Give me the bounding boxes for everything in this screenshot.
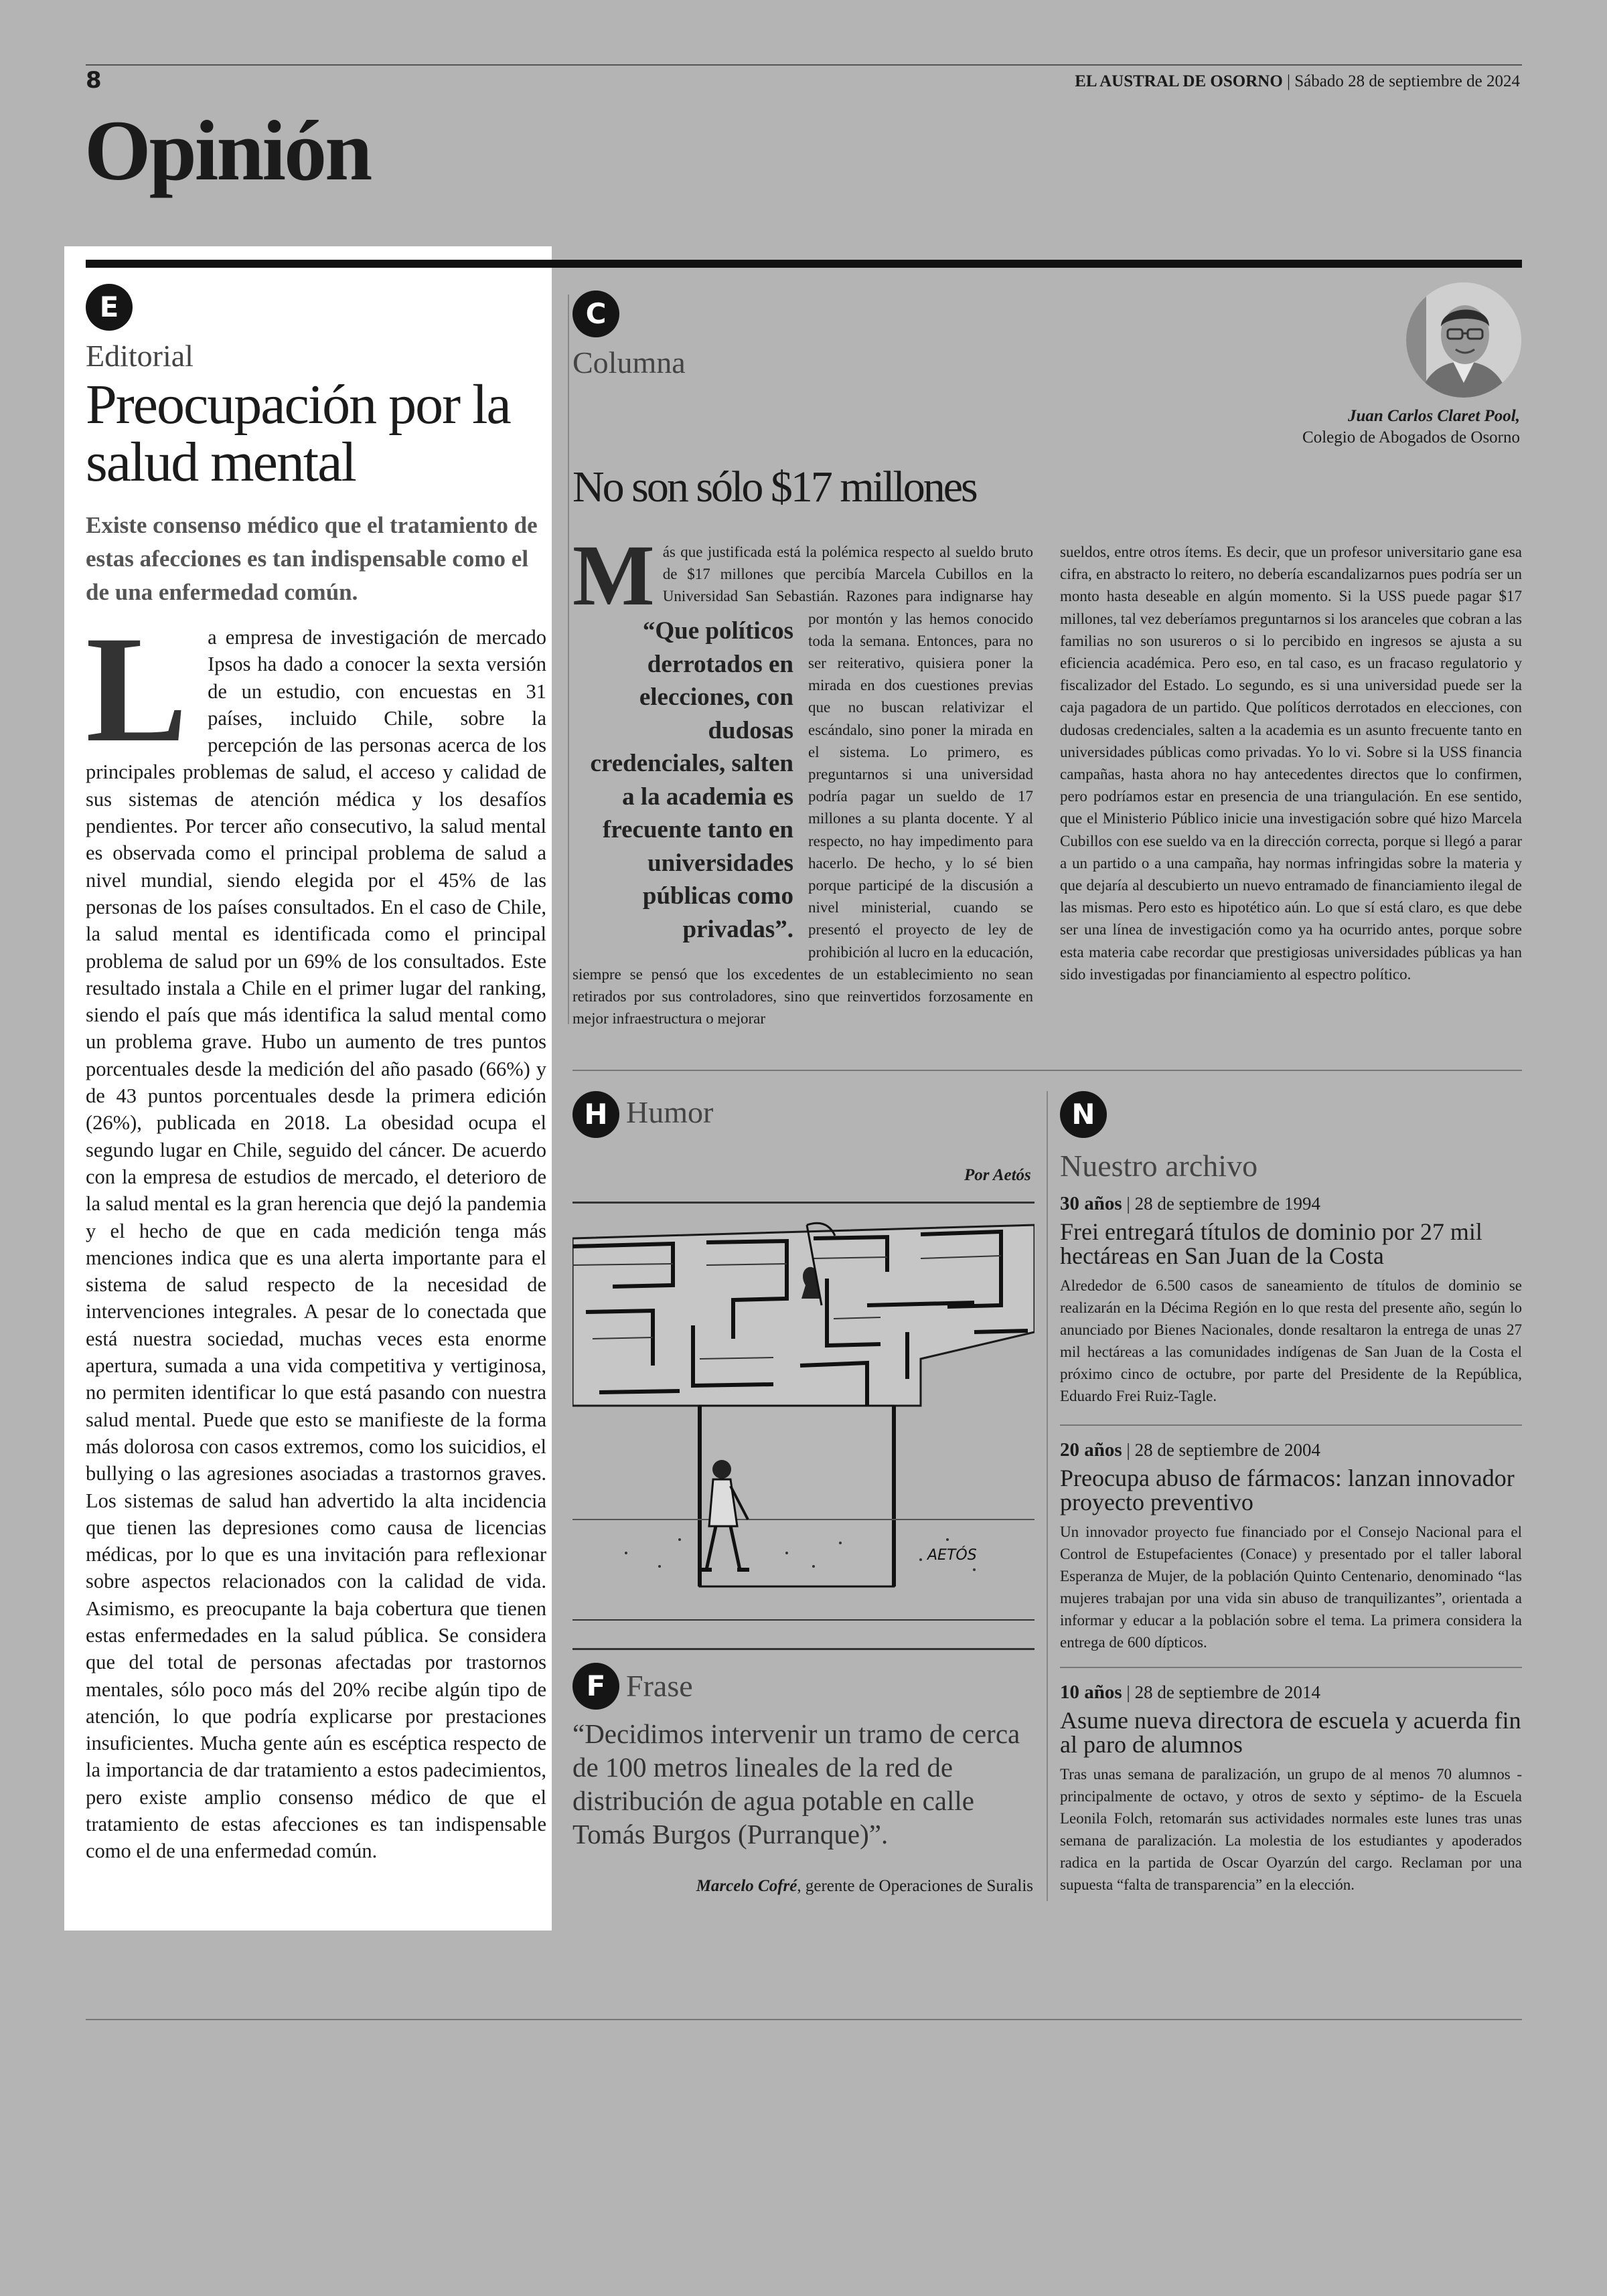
columna-title: No son sólo $17 millones (572, 463, 976, 511)
humor-rule-bottom (572, 1648, 1035, 1650)
editorial-badge: E (86, 284, 133, 331)
editorial-body (86, 605, 546, 1865)
frase-badge: F (572, 1663, 619, 1710)
archivo-item-2-head: 20 años | 28 de septiembre de 2004 (1060, 1439, 1321, 1461)
archivo-item-2-body: Un innovador proyecto fue financiado por el Consejo Nacional para el Control de Estupefacientes (Conace) y presentado por el taller laboral Esperanza de Mujer, de la población Quinto Centenario, denominado “las mujeres trabajan por una vida sin abuso de tranquilizantes”, orientada a informar y educar a la población sobre el tema. La primera considera la entrega de 600 dípticos. (1060, 1524, 1522, 1651)
columna-body-left-text: ás que justificada está la polémica respecto al sueldo bruto de $17 millones que percibía Marcela Cubillos en la Universidad San Sebastián. Razones para indignarse hay por montón y las hemos conocido toda la semana. Entonces, para no ser reiterativo, quisiera poner la mirada en dos cuestiones previas que no buscan relativizar el escándalo, sino poner la mirada en el sistema. Lo primero, es preguntarnos si una universidad podría pagar un sueldo de 17 millones a su planta docente. Y al respecto, no hay impedimento para hacerlo. De hecho, y lo sé bien porque participé de la discusión a nivel ministerial, cuando se presentó el proyecto de ley de prohibición al lucro en la educación, siempre se pensó que los excedentes de un establecimiento no sean retirados por sus controladores, sino que reinvertidos forzosamente en mejor infraestructura o mejorar (572, 544, 1033, 1028)
archivo-badge: N (1060, 1091, 1107, 1138)
archivo-item-1-years: 30 años (1060, 1193, 1122, 1214)
paper-name: EL AUSTRAL DE OSORNO (1075, 72, 1283, 90)
masthead (1075, 72, 1520, 91)
header-rule-top (86, 64, 1522, 66)
editorial-deck: Existe consenso médico que el tratamiento de estas afecciones es tan indispensable como el de una enfermedad común. (86, 512, 538, 605)
columna-author-name: Juan Carlos Claret Pool, (1348, 407, 1520, 425)
columna-divider (568, 295, 569, 1024)
columna-author-role: Colegio de Abogados de Osorno (1302, 428, 1520, 446)
archivo-item-1-title: Frei entregará títulos de dominio por 27 mil hectáreas en San Juan de la Costa (1060, 1218, 1482, 1269)
archivo-item-3-date: 28 de septiembre de 2014 (1134, 1682, 1321, 1702)
frase-quote: “Decidimos intervenir un tramo de cerca de 100 metros lineales de la red de distribución de agua potable en calle Tomás Burgos (Purranque)”. (572, 1718, 1020, 1850)
archivo-rule-2 (1060, 1667, 1522, 1668)
archivo-rule-1 (1060, 1424, 1522, 1426)
columna-body-left (572, 527, 1033, 1030)
editorial-rule (86, 260, 552, 268)
archivo-item-3-body: Tras unas semana de paralización, un grupo de al menos 70 alumnos -principalmente de octavo, y otros de sexto y séptimo- de la Escuela Leonila Folch, retomarán sus actividades normales este lunes tras unas semana de paralización. La molestia de los estudiantes y apoderados radica en la partida de Oscar Oyarzún del cargo. Reclaman por una supuesta “falta de transparencia” en la elección. (1060, 1766, 1522, 1893)
editorial-title: Preocupación por la salud mental (86, 374, 510, 493)
humor-author: Por Aetós (964, 1166, 1031, 1184)
page-number: 8 (86, 67, 102, 94)
archivo-kicker: Nuestro archivo (1060, 1149, 1258, 1183)
humor-kicker: Humor (626, 1095, 714, 1129)
editorial-dropcap: L (86, 605, 188, 774)
archivo-item-3-head: 10 años | 28 de septiembre de 2014 (1060, 1682, 1321, 1703)
humor-rule-top (572, 1202, 1035, 1204)
archivo-item-2-years: 20 años (1060, 1439, 1122, 1461)
humor-cartoon (572, 1205, 1035, 1633)
frase-attribution (696, 1877, 1033, 1896)
author-portrait-image (1406, 282, 1521, 398)
columna-pullquote: “Que políticos derrotados en elecciones, con dudosas credenciales, salten a la academia es frecuente tanto en universidades públicas como privadas”. (590, 617, 793, 943)
author-photo (1406, 282, 1521, 398)
columna-body-right: sueldos, entre otros ítems. Es decir, que un profesor universitario gane esa cifra, en abstracto lo reitero, no debería escandalizarnos pues podría ser un monto hasta deseable en algún momento. Si la USS puede pagar $17 millones, tal vez deberíamos preguntarnos si los aranceles que cobran a las familias no son usureros o si lo percibido en ingresos se ajusta a su eficiencia académica. Pero eso, en tal caso, es un fracaso regulatorio y fiscalizador del Estado. Lo segundo, es si una universidad puede ser la caja pagadora de un partido. Que políticos derrotados en elecciones, con dudosas credenciales, salten a la academia es un asunto frecuente tanto en universidades públicas como privadas. Yo lo vi. Sobre si la USS financia campañas, hasta ahora no hay antecedentes directos que lo confirmen, pero podríamos estar en presencia de una triangulación. En ese sentido, que el Ministerio Público inicie una investigación sobre qué hizo Marcela Cubillos con ese sueldo va en la dirección correcta, porque si llegó a parar a un partido o a una campaña, hay normas infringidas sobre la materia y que dejaría al descubierto un nuevo entramado de financiamiento ilegal de las mismas. Pero esto es hipotético aún. Lo que sí está claro, es que debe ser una línea de investigación como ya ha ocurrido antes, porque sobre esta materia cabe recordar que prestigiosas universidades públicas ya han sido investigadas por financiamiento al espectro político. (1060, 544, 1522, 983)
editorial-kicker: Editorial (86, 339, 194, 373)
archivo-item-1-date: 28 de septiembre de 1994 (1134, 1194, 1321, 1214)
editorial-body-text: a empresa de investigación de mercado Ipsos ha dado a conocer la sexta versión de un estudio, con encuestas en 31 países, incluido Chile, sobre la percepción de las personas acerca de los principales problemas de salud, el acceso y calidad de sus sistemas de atención médica y los desafíos pendientes. Por tercer año consecutivo, la salud mental es observada como el principal problema de salud a nivel mundial, siendo elegida por el 45% de las personas de los países consultados. En el caso de Chile, la salud mental es identificada como el principal problema de salud por un 69% de los consultados. Este resultado instala a Chile en el primer lugar del ranking, siendo el país que más identifica la salud mental como un problema grave. Hubo un aumento de tres puntos porcentuales desde la medición del año pasado (66%) y de 43 puntos porcentuales desde la primera edición (26%), publicada en 2018. La obesidad ocupa el segundo lugar en Chile, seguido del cáncer. De acuerdo con la empresa de estudios de mercado, el deterioro de la salud mental es la gran herencia que dejó la pandemia y el hecho de que en cada medición tenga más menciones indica que es una alerta importante para el sistema de salud respecto de la necesidad de intervenciones integrales. A pesar de lo conectada que está nuestra sociedad, muchas veces esta enorme apertura, sumada a una vida competitiva y vertiginosa, no permiten identificar lo que está pasando con nuestra salud mental. Puede que esto se manifieste de la forma más dolorosa con casos extremos, como los suicidios, el bullying o las agresiones asociadas a trastornos graves. Los sistemas de salud han advertido la alta incidencia que tienen las depresiones como causa de licencias médicas, por lo que es una invitación para reflexionar sobre aspectos relacionados con la calidad de vida. Asimismo, es preocupante la baja cobertura que tienen estas enfermedades en la salud pública. Se considera que del total de personas afectadas por trastornos mentales, sólo poco más del 20% recibe algún tipo de atención, lo que podría explicarse por prestaciones insuficientes. Mucha gente aún es escéptica respecto de la importancia de dar tratamiento a estos padecimientos, pero existe amplio consenso médico de que el tratamiento de estas afecciones es tan indispensable como el de una enfermedad común. (86, 626, 546, 1863)
labyrinth-cartoon-image (572, 1205, 1035, 1633)
archivo-item-2-title: Preocupa abuso de fármacos: lanzan innovador proyecto preventivo (1060, 1465, 1515, 1515)
section-title: Opinión (84, 103, 371, 198)
frase-author-role: , gerente de Operaciones de Suralis (797, 1877, 1033, 1895)
archivo-item-1-body: Alrededor de 6.500 casos de saneamiento de títulos de dominio se realizarán en la Décima Región en lo que resta del presente año, según lo anunciado por Bienes Nacionales, donde resaltaron la entrega de unas 27 mil hectáreas a las comunidades indígenas de San Juan de la Costa el próximo cinco de octubre, por parte del Presidente de la República, Eduardo Frei Ruiz-Tagle. (1060, 1277, 1522, 1404)
columna-badge: C (572, 291, 619, 337)
frase-kicker: Frase (626, 1669, 693, 1703)
archivo-divider (1047, 1091, 1048, 1901)
issue-date: Sábado 28 de septiembre de 2024 (1294, 72, 1520, 90)
archivo-item-1-head: 30 años | 28 de septiembre de 1994 (1060, 1193, 1321, 1214)
humor-badge: H (572, 1091, 619, 1138)
columna-dropcap: M (572, 527, 655, 624)
archivo-item-2-date: 28 de septiembre de 2004 (1134, 1440, 1321, 1460)
cartoon-signature: AETÓS (927, 1547, 977, 1564)
archivo-item-3-years: 10 años (1060, 1682, 1122, 1703)
archivo-item-3-title: Asume nueva directora de escuela y acuerda fin al paro de alumnos (1060, 1707, 1521, 1758)
page-bottom-rule (86, 2019, 1522, 2020)
columna-bottom-rule (572, 1070, 1522, 1071)
frase-author: Marcelo Cofré (696, 1877, 797, 1895)
columna-kicker: Columna (572, 345, 686, 380)
masthead-separator: | (1287, 72, 1291, 90)
